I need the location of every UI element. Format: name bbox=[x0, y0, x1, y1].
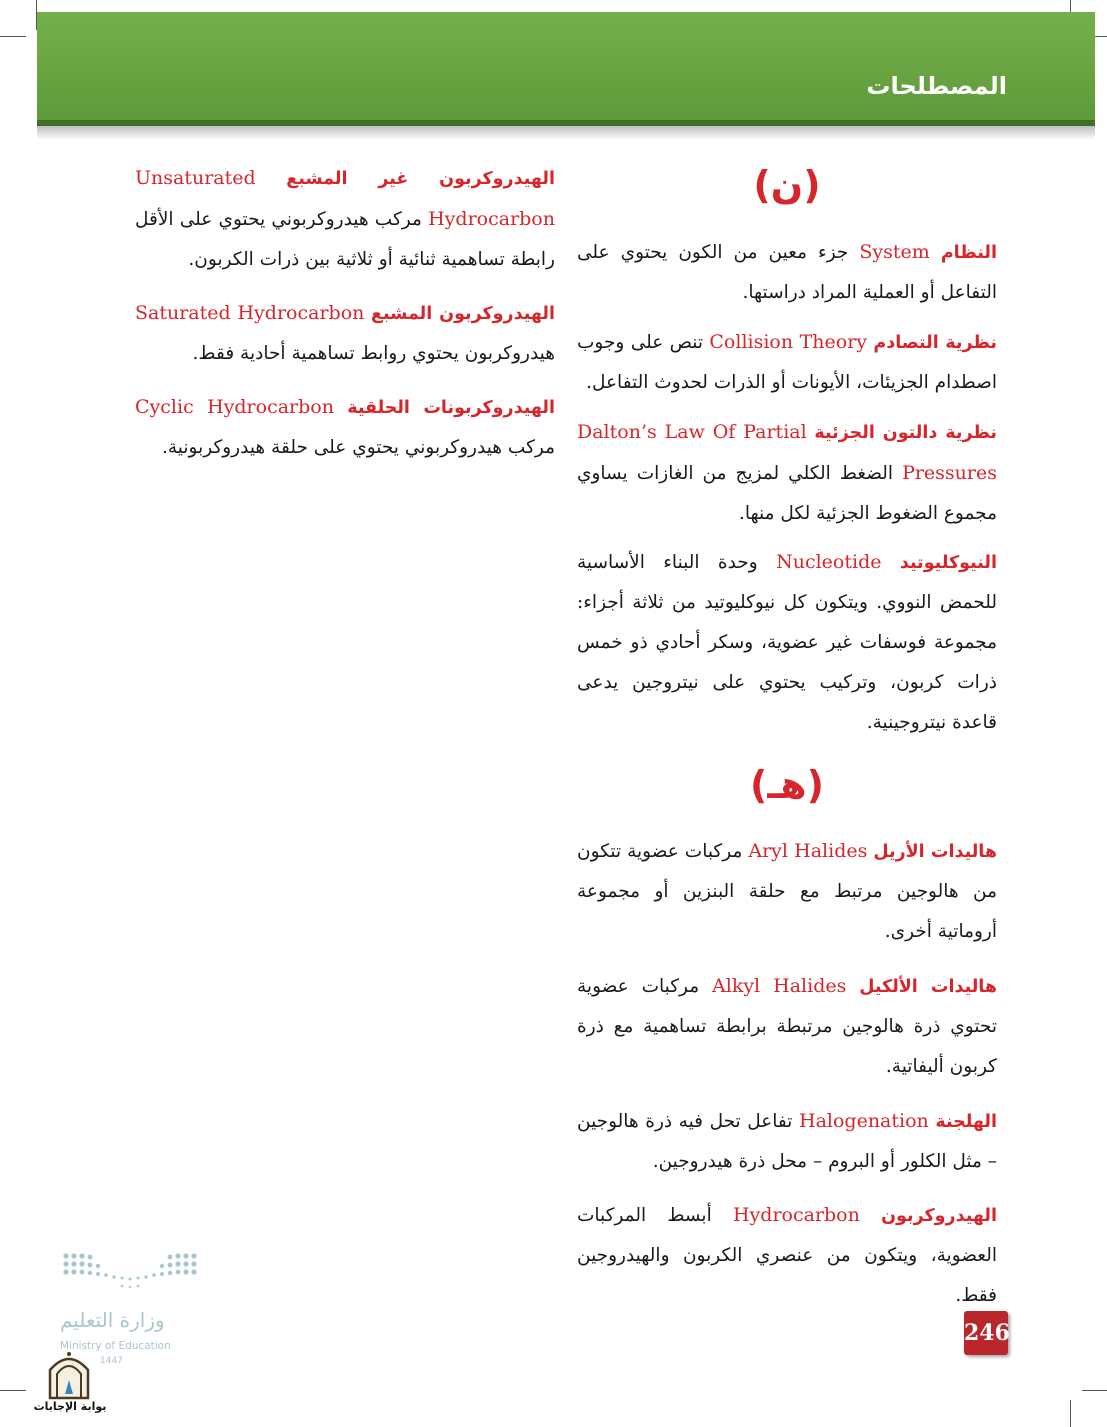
term-definition: تفاعل تحل فيه ذرة هالوجين – مثل الكلور أو البروم – محل ذرة هيدروجين. bbox=[577, 1111, 997, 1172]
term-definition: جزء معين من الكون يحتوي على التفاعل أو العملية المراد دراستها. bbox=[577, 242, 997, 303]
glossary-entry bbox=[577, 232, 997, 313]
crop-mark bbox=[1070, 1400, 1071, 1427]
watermark-label: بوابة الإجابات bbox=[33, 1400, 107, 1413]
term-definition: هيدروكربون يحتوي روابط تساهمية أحادية فقط. bbox=[192, 343, 555, 364]
term-definition: الضغط الكلي لمزيج من الغازات يساوي مجموع الضغوط الجزئية لكل منها. bbox=[577, 463, 997, 524]
term-arabic: هاليدات الأريل bbox=[873, 842, 997, 862]
term-definition: مركب هيدروكربوني يحتوي على الأقل رابطة تساهمية ثنائية أو ثلاثية بين ذرات الكربون. bbox=[135, 209, 555, 270]
mosque-icon bbox=[46, 1350, 92, 1400]
section-letter-noon: (ن) bbox=[753, 163, 821, 207]
term-definition: مركبات عضوية تتكون من هالوجين مرتبط مع حلقة البنزين أو مجموعة أروماتية أخرى. bbox=[577, 841, 997, 942]
glossary-entry bbox=[577, 412, 997, 534]
page-title: المصطلحات bbox=[866, 72, 1007, 100]
crop-mark bbox=[0, 1390, 26, 1391]
term-english: Hydrocarbon bbox=[732, 1204, 860, 1226]
term-english: Halogenation bbox=[799, 1110, 929, 1132]
term-arabic: نظرية دالتون الجزئية bbox=[814, 423, 997, 443]
term-english: Unsaturated Hydrocarbon bbox=[135, 167, 555, 230]
term-arabic: النظام bbox=[940, 243, 997, 263]
glossary-entry bbox=[577, 1101, 997, 1182]
term-definition: أبسط المركبات العضوية، ويتكون من عنصري الكربون والهيدروجين فقط. bbox=[577, 1205, 997, 1306]
glossary-entry bbox=[577, 542, 997, 743]
term-arabic: نظرية التصادم bbox=[873, 333, 997, 353]
term-english: Aryl Halides bbox=[748, 840, 868, 862]
term-definition: مركبات عضوية تحتوي ذرة هالوجين مرتبطة برابطة تساهمية مع ذرة كربون أليفاتية. bbox=[577, 976, 997, 1077]
glossary-entry bbox=[577, 831, 997, 952]
term-definition: وحدة البناء الأساسية للحمض النووي. ويتكون كل نيوكليوتيد من ثلاثة أجزاء: مجموعة فوسفات غير عضوية، وسكر أحادي ذو خمس ذرات كربون، وتركيب يحتوي على نيتروجين يدعى قاعدة نيتروجينية. bbox=[577, 552, 997, 733]
glossary-entry bbox=[135, 387, 555, 468]
ministry-dots-icon bbox=[60, 1250, 200, 1290]
term-english: Collision Theory bbox=[709, 331, 868, 353]
section-letter-ha: (هـ) bbox=[749, 763, 825, 807]
glossary-entry bbox=[577, 322, 997, 403]
term-arabic: الهيدروكربونات الحلقية bbox=[347, 398, 555, 418]
term-definition: مركب هيدروكربوني يحتوي على حلقة هيدروكربونية. bbox=[162, 437, 555, 458]
crop-mark bbox=[0, 36, 26, 37]
term-english: Cyclic Hydrocarbon bbox=[135, 396, 334, 418]
term-english: Nucleotide bbox=[776, 551, 882, 573]
term-english: Alkyl Halides bbox=[712, 975, 847, 997]
glossary-entry bbox=[577, 1195, 997, 1316]
term-english: Saturated Hydrocarbon bbox=[135, 302, 365, 324]
ministry-name-arabic: وزارة التعليم bbox=[60, 1308, 165, 1332]
glossary-entry bbox=[135, 293, 555, 374]
ministry-year: 1447 bbox=[100, 1356, 123, 1366]
glossary-entry bbox=[577, 966, 997, 1087]
term-english: Dalton’s Law Of Partial Pressures bbox=[577, 421, 997, 484]
term-arabic: الهلجنة bbox=[935, 1112, 997, 1132]
crop-mark bbox=[1082, 1390, 1107, 1391]
term-definition: تنص على وجوب اصطدام الجزيئات، الأيونات أو الذرات لحدوث التفاعل. bbox=[577, 332, 997, 393]
term-arabic: الهيدروكربون المشبع bbox=[371, 304, 555, 324]
header-banner bbox=[37, 12, 1095, 126]
term-arabic: النيوكليوتيد bbox=[899, 553, 997, 573]
term-english: System bbox=[859, 241, 930, 263]
term-arabic: الهيدروكربون غير المشبع bbox=[286, 169, 555, 189]
header-shadow bbox=[37, 126, 1095, 140]
page-number: 246 bbox=[964, 1311, 1008, 1355]
term-arabic: الهيدروكربون bbox=[881, 1206, 997, 1226]
term-arabic: هاليدات الألكيل bbox=[859, 977, 997, 997]
glossary-entry bbox=[135, 158, 555, 280]
ministry-name-english: Ministry of Education bbox=[60, 1340, 171, 1352]
